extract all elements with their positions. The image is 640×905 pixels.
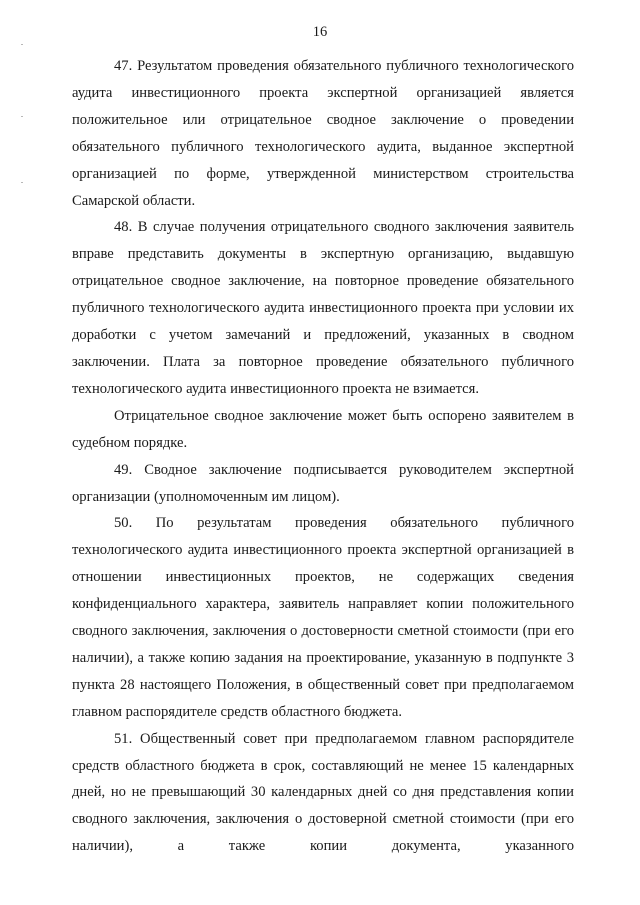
document-body: [72, 53, 574, 860]
paragraph-47: 47. Результатом проведения обязательного публичного технологического аудита инвестиционного проекта экспертной организацией является положительное или отрицательное сводное заключение о проведении обязательного публичного технологического аудита, выданное экспертной организацией по форме, утвержденной министерством строительства Самарской области.: [72, 58, 574, 209]
paragraph-50: 50. По результатам проведения обязательного публичного технологического аудита инвестиционного проекта экспертной организацией в отношении инвестиционных проектов, не содержащих сведения конфиденциального характера, заявитель направляет копии положительного сводного заключения, заключения о достоверности сметной стоимости (при его наличии), а также копию задания на проектирование, указанную в подпункте 3 пункта 28 настоящего Положения, в общественный совет при предполагаемом главном распорядителе средств областного бюджета.: [72, 515, 574, 720]
scan-mark: [21, 116, 23, 117]
scan-mark: [21, 44, 23, 45]
scan-mark: [21, 182, 23, 183]
page-number: 16: [312, 24, 328, 40]
paragraph-48-appeal: Отрицательное сводное заключение может быть оспорено заявителем в судебном порядке.: [72, 407, 574, 451]
paragraph-48: 48. В случае получения отрицательного сводного заключения заявитель вправе представить документы в экспертную организацию, выдавшую отрицательное сводное заключение, на повторное проведение обязательного публичного технологического аудита инвестиционного проекта при условии их доработки с учетом замечаний и предложений, указанных в сводном заключении. Плата за повторное проведение обязательного публичного технологического аудита инвестиционного проекта не взимается.: [72, 219, 574, 397]
paragraph-49: 49. Сводное заключение подписывается руководителем экспертной организации (уполномоченным им лицом).: [72, 461, 574, 505]
paragraph-51: 51. Общественный совет при предполагаемом главном распорядителе средств областного бюджета в срок, составляющий не менее 15 календарных дней, но не превышающий 30 календарных дней со дня представления копии сводного заключения, заключения о достоверной сметной стоимости (при его наличии), а также копии документа, указанного: [72, 730, 574, 855]
